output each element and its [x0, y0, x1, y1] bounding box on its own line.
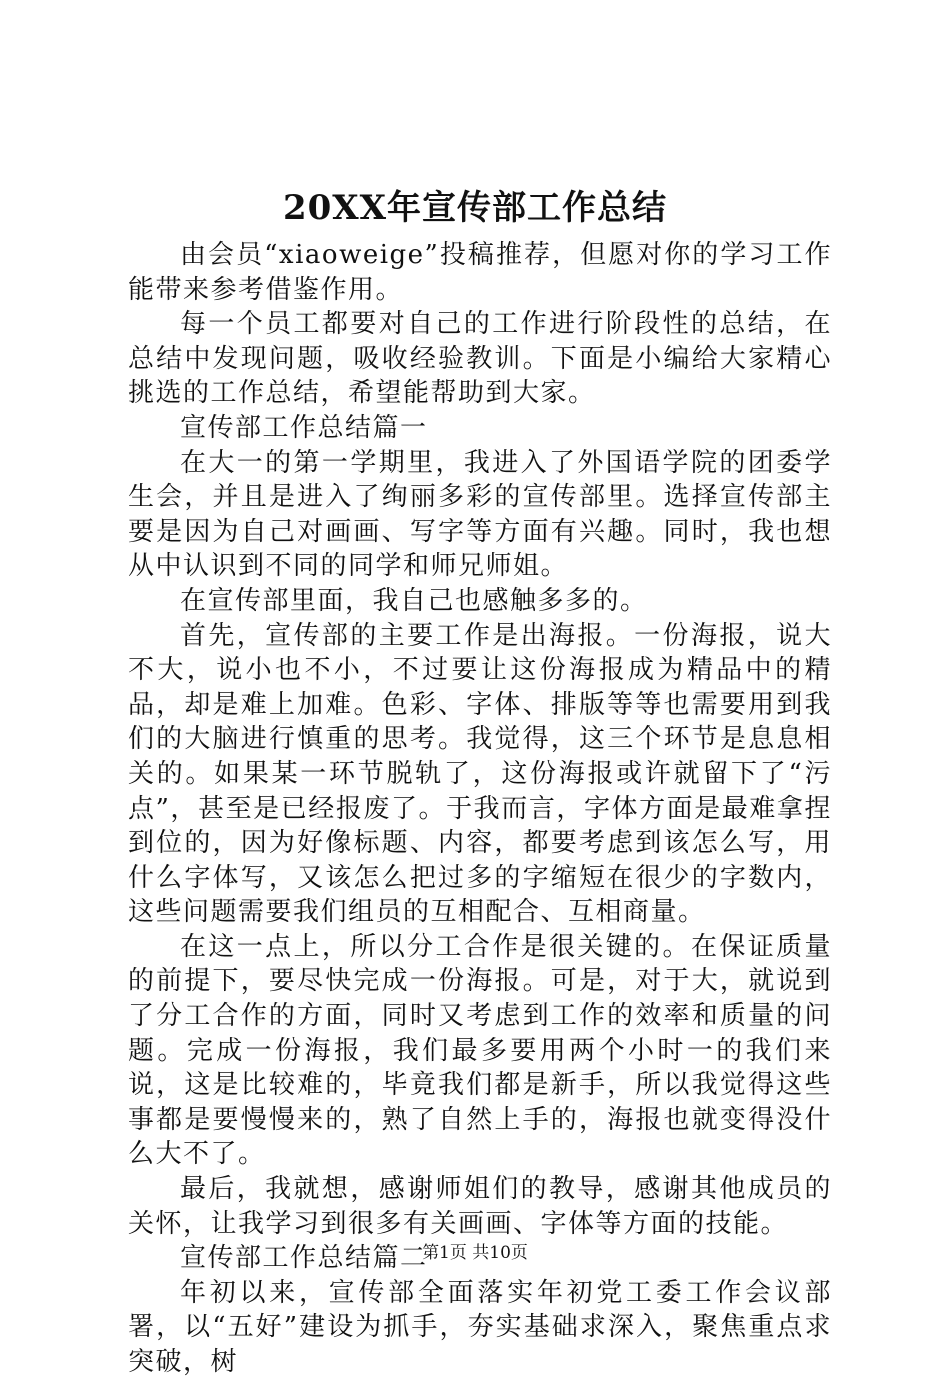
paragraph-feelings: 在宣传部里面，我自己也感触多多的。	[180, 585, 648, 616]
page-number-footer: 第1页 共10页	[422, 1243, 528, 1263]
document-body	[128, 238, 832, 1380]
document-title: 20XX年宣传部工作总结	[282, 188, 668, 228]
section-heading-part-two: 宣传部工作总结篇二	[180, 1243, 428, 1274]
paragraph-summary-purpose: 每一个员工都要对自己的工作进行阶段性的总结，在总结中发现问题，吸收经验教训。下面是小编给大家精心挑选的工作总结，希望能帮助到大家。	[128, 309, 832, 409]
paragraph-teamwork: 在这一点上，所以分工合作是很关键的。在保证质量的前提下，要尽快完成一份海报。可是，对于大，就说到了分工合作的方面，同时又考虑到工作的效率和质量的问题。完成一份海报，我们最多要用两个小时一的我们来说，这是比较难的，毕竟我们都是新手，所以我觉得这些事都是要慢慢来的，熟了自然上手的，海报也就变得没什么大不了。	[128, 931, 832, 1170]
paragraph-thanks: 最后，我就想，感谢师姐们的教导，感谢其他成员的关怀，让我学习到很多有关画画、字体等方面的技能。	[128, 1174, 832, 1239]
paragraph-intro: 由会员“xiaoweige”投稿推荐，但愿对你的学习工作能带来参考借鉴作用。	[128, 240, 832, 305]
section-heading-part-one: 宣传部工作总结篇一	[180, 412, 428, 443]
paragraph-joining-department: 在大一的第一学期里，我进入了外国语学院的团委学生会，并且是进入了绚丽多彩的宣传部里。选择宣传部主要是因为自己对画画、写字等方面有兴趣。同时，我也想从中认识到不同的同学和师兄师姐。	[128, 447, 832, 582]
paragraph-posters: 首先，宣传部的主要工作是出海报。一份海报，说大不大，说小也不小，不过要让这份海报成为精品中的精品，却是难上加难。色彩、字体、排版等等也需要用到我们的大脑进行慎重的思考。我觉得，这三个环节是息息相关的。如果某一环节脱轨了，这份海报或许就留下了“污点”，甚至是已经报废了。于我而言，字体方面是最难拿捏到位的，因为好像标题、内容，都要考虑到该怎么写，用什么字体写，又该怎么把过多的字缩短在很少的字数内，这些问题需要我们组员的互相配合、互相商量。	[128, 620, 832, 928]
paragraph-part-two-intro: 年初以来，宣传部全面落实年初党工委工作会议部署，以“五好”建设为抓手，夯实基础求深入，聚焦重点求突破，树	[128, 1277, 832, 1377]
